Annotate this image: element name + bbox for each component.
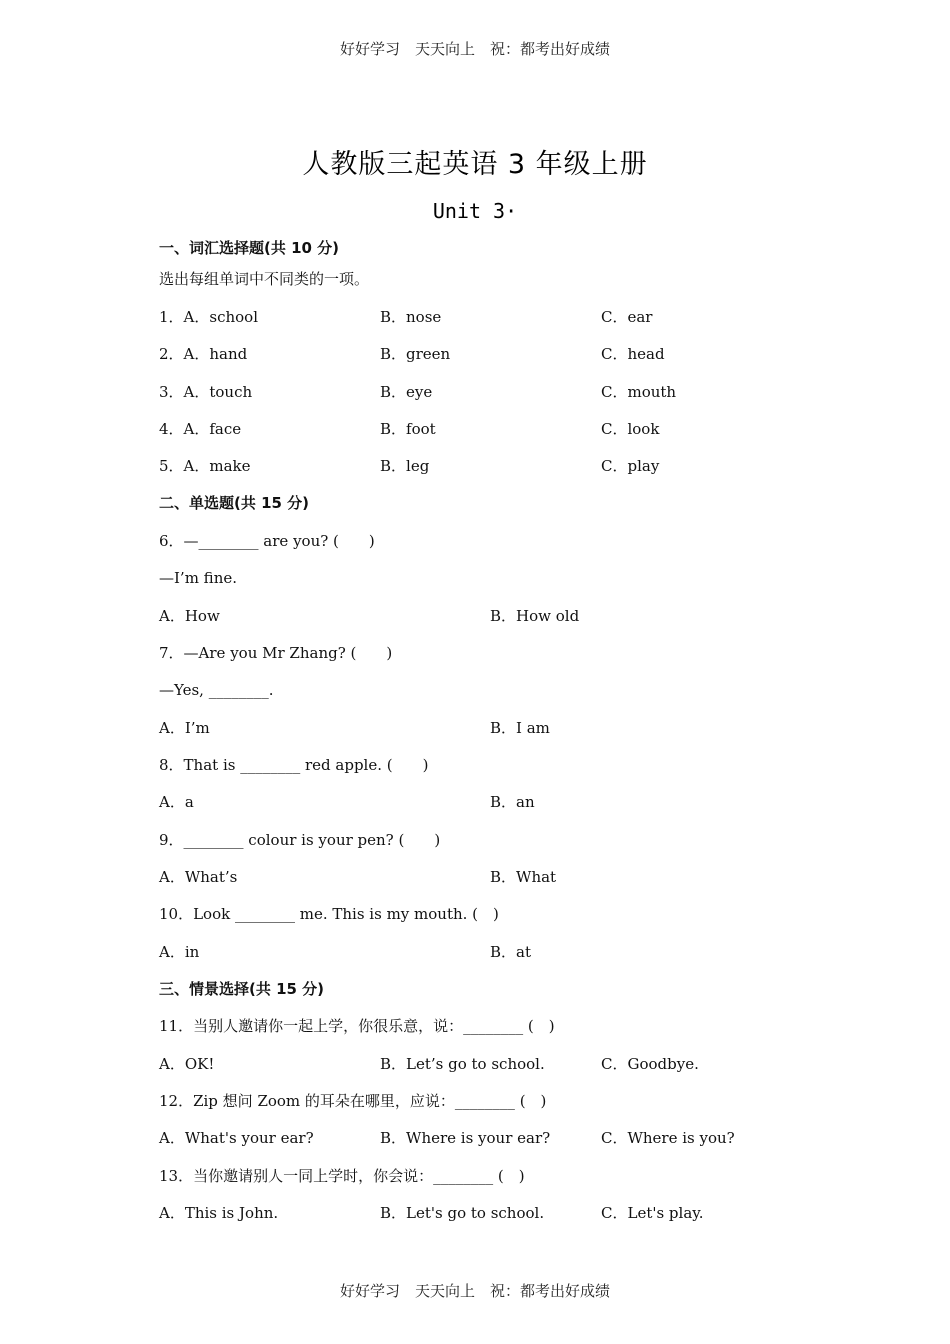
q4-option-b: B．foot	[380, 420, 436, 438]
q11-option-c: C．Goodbye.	[601, 1055, 699, 1073]
q7-option-a: A．I’m	[159, 719, 210, 737]
q4-option-a: 4．A．face	[159, 420, 242, 438]
q6-reply: —I’m fine.	[159, 569, 237, 587]
q6-stem: 6．—________ are you? ( )	[159, 532, 375, 550]
q13-option-b: B．Let's go to school.	[380, 1204, 545, 1222]
section1-heading: 一、词汇选择题(共 10 分)	[159, 239, 340, 257]
q6-option-a: A．How	[159, 607, 220, 625]
unit-subtitle: Unit 3·	[432, 199, 518, 223]
q11-stem: 11．当别人邀请你一起上学，你很乐意，说：________ ( )	[159, 1017, 555, 1035]
q7-stem: 7．—Are you Mr Zhang? ( )	[159, 644, 393, 662]
page-title: 人教版三起英语 3 年级上册	[302, 149, 648, 180]
q6-option-b: B．How old	[490, 607, 580, 625]
q8-option-b: B．an	[490, 793, 535, 811]
section3-heading: 三、情景选择(共 15 分)	[159, 980, 325, 998]
q12-option-b: B．Where is your ear?	[380, 1129, 551, 1147]
q1-option-c: C．ear	[601, 308, 653, 326]
q3-option-a: 3．A．touch	[159, 383, 253, 401]
page-header: 好好学习 天天向上 祝：都考出好成绩	[339, 40, 610, 58]
q3-option-b: B．eye	[380, 383, 433, 401]
q2-option-a: 2．A．hand	[159, 345, 248, 363]
q3-option-c: C．mouth	[601, 383, 677, 401]
q9-option-b: B．What	[490, 868, 557, 886]
q12-option-a: A．What's your ear?	[159, 1129, 314, 1147]
q1-option-b: B．nose	[380, 308, 442, 326]
q13-option-a: A．This is John.	[159, 1204, 279, 1222]
q9-stem: 9．________ colour is your pen? ( )	[159, 831, 441, 849]
q10-option-a: A．in	[159, 943, 200, 961]
q7-reply: —Yes, ________.	[159, 681, 274, 699]
q10-stem: 10．Look ________ me. This is my mouth. ( )	[159, 905, 499, 923]
q5-option-a: 5．A．make	[159, 457, 251, 475]
q2-option-c: C．head	[601, 345, 665, 363]
q9-option-a: A．What’s	[159, 868, 238, 886]
q5-option-b: B．leg	[380, 457, 430, 475]
q8-stem: 8．That is ________ red apple. ( )	[159, 756, 429, 774]
q11-option-a: A．OK!	[159, 1055, 215, 1073]
section1-instruction: 选出每组单词中不同类的一项。	[159, 270, 370, 288]
section2-heading: 二、单选题(共 15 分)	[159, 494, 310, 512]
q1-option-a: 1．A．school	[159, 308, 258, 326]
q8-option-a: A．a	[159, 793, 194, 811]
q13-option-c: C．Let's play.	[601, 1204, 704, 1222]
q4-option-c: C．look	[601, 420, 660, 438]
q11-option-b: B．Let’s go to school.	[380, 1055, 545, 1073]
q10-option-b: B．at	[490, 943, 531, 961]
q2-option-b: B．green	[380, 345, 451, 363]
q12-option-c: C．Where is you?	[601, 1129, 735, 1147]
q7-option-b: B．I am	[490, 719, 550, 737]
q13-stem: 13．当你邀请别人一同上学时，你会说：________ ( )	[159, 1167, 525, 1185]
q5-option-c: C．play	[601, 457, 660, 475]
q12-stem: 12．Zip 想问 Zoom 的耳朵在哪里，应说：________ ( )	[159, 1092, 547, 1110]
page-footer: 好好学习 天天向上 祝：都考出好成绩	[339, 1282, 610, 1300]
